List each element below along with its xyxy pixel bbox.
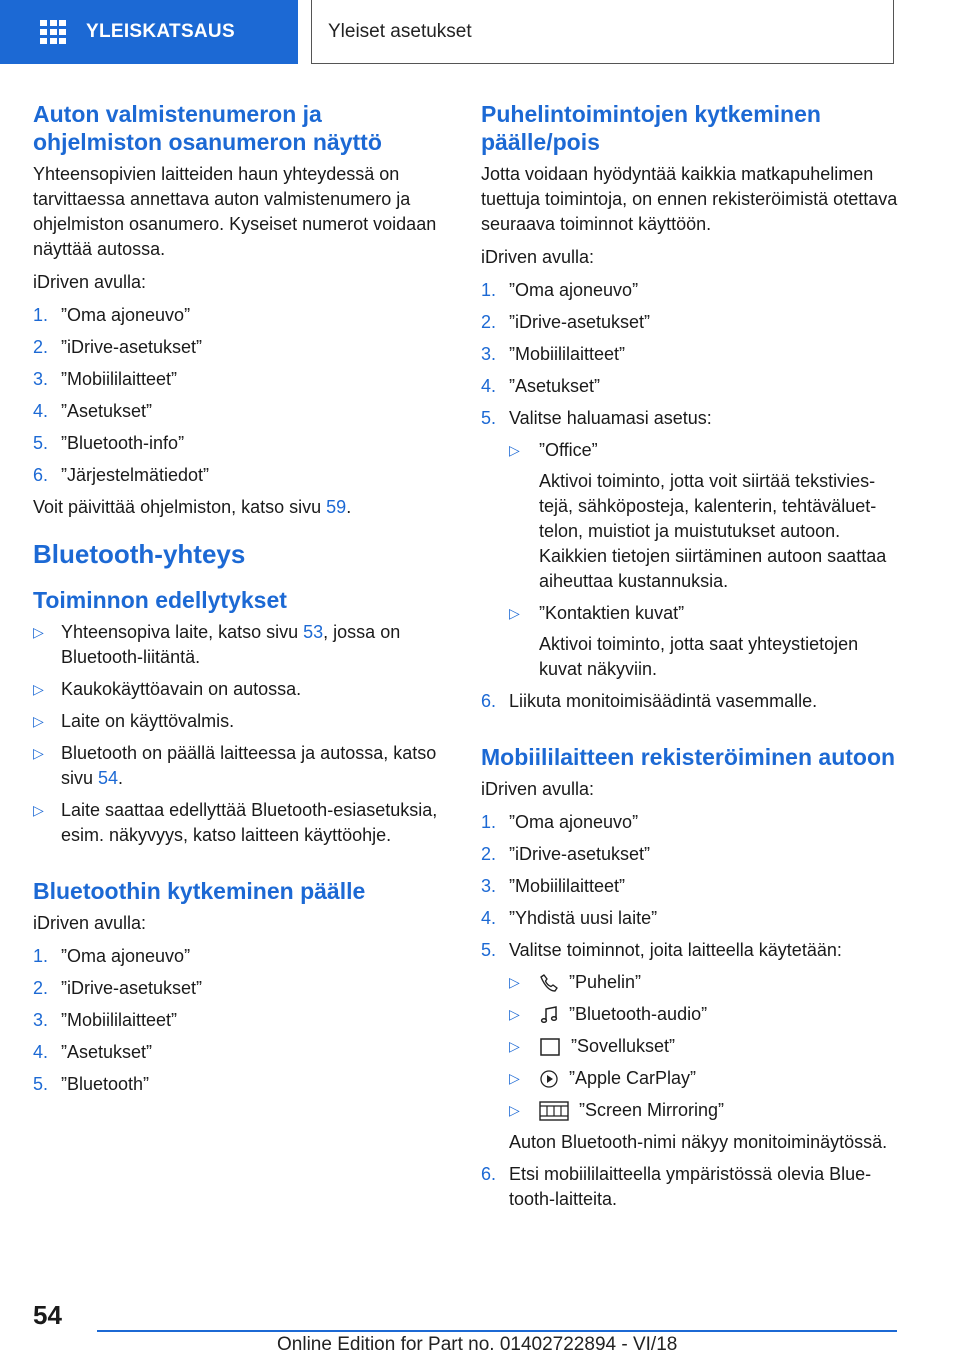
list-item: 1. ”Oma ajoneuvo”	[481, 812, 639, 832]
heading-phone-functions: Puhelintoimintojen kytkeminen päälle/pois	[481, 101, 821, 155]
list-item: 6. ”Järjestelmätiedot”	[33, 465, 210, 485]
apps-icon	[539, 1037, 561, 1057]
section-tab-label: YLEISKATSAUS	[86, 21, 235, 42]
subsection-tab-label: Yleiset asetukset	[328, 20, 472, 42]
update-note: Voit päivittää ohjelmiston, katso sivu 59.	[33, 497, 352, 517]
music-note-icon	[539, 1005, 559, 1025]
left-column	[33, 100, 443, 1104]
heading-bluetooth-on: Bluetoothin kytkeminen päälle	[33, 878, 366, 904]
list-item: 5. Valitse haluamasi asetus: ▷ ”Office” Aktivoi toiminto, jotta voit siirtää tekstiviestejä, sähköposteja, kalenterin, tehtäväluettelon, muistiot ja muistutukset autoon. Kaikkien tietojen siirtäminen autoon saattaa aiheuttaa kustannuksia. ▷ ”Kontaktien kuvat” Aktivoi toiminto, jotta saat yhteystietojen kuvat näkyviin.	[481, 406, 901, 682]
footer-edition: Online Edition for Part no. 01402722894 - VI/18	[277, 1334, 678, 1355]
function-apple-carplay: ▷ ”Apple CarPlay”	[509, 1068, 697, 1088]
right-column	[481, 100, 901, 1219]
play-icon	[539, 1069, 559, 1089]
phone-icon	[539, 973, 559, 993]
paragraph: Yhteensopivien laitteiden haun yhteydessä on tarvittaessa annettava auton valmistenumero ja ohjelmiston osanumero. Kyseiset numerot voidaan näyttää autossa.	[33, 164, 437, 259]
list-item: 5. Valitse toiminnot, joita laitteella käytetään: ▷ ”Puhelin” ▷ ”Bluetooth-audio” ▷ ”Sovellukset” ▷ ”Apple CarPlay” ▷ ”Screen Mirroring” Auton Bluetooth-nimi näkyy monitoiminäytössä.	[481, 938, 901, 1155]
list-item: 1. ”Oma ajoneuvo”	[33, 305, 191, 325]
page-link[interactable]: 59	[326, 497, 347, 517]
idrive-label: iDriven avulla:	[481, 247, 595, 267]
footer-divider	[97, 1330, 897, 1332]
list-item: 1. ”Oma ajoneuvo”	[481, 280, 639, 300]
idrive-label: iDriven avulla:	[33, 272, 147, 292]
list-item: 2. ”iDrive-asetukset”	[33, 978, 203, 998]
subsection-tab[interactable]	[311, 0, 894, 64]
list-item: 2. ”iDrive-asetukset”	[33, 337, 203, 357]
heading-requirements: Toiminnon edellytykset	[33, 587, 287, 613]
option-office: ▷ ”Office” Aktivoi toiminto, jotta voit siirtää tekstiviestejä, sähköposteja, kalenterin, tehtäväluettelon, muistiot ja muistutukset autoon. Kaikkien tietojen siirtäminen autoon saattaa aiheuttaa kustannuksia.	[509, 440, 887, 591]
list-item: ▷ Laite on käyttövalmis.	[33, 711, 235, 731]
list-item: 2. ”iDrive-asetukset”	[481, 312, 651, 332]
list-item: 2. ”iDrive-asetukset”	[481, 844, 651, 864]
function-screen-mirroring: ▷ ”Screen Mirroring”	[509, 1100, 725, 1120]
grid-icon	[40, 20, 66, 44]
page-link[interactable]: 53	[303, 622, 324, 642]
options-list	[509, 438, 901, 682]
list-item: 3. ”Mobiililaitteet”	[33, 1010, 178, 1030]
list-item: 4. ”Yhdistä uusi laite”	[481, 908, 658, 928]
page-link[interactable]: 54	[98, 768, 119, 788]
idrive-label: iDriven avulla:	[481, 779, 595, 799]
function-phone: ▷ ”Puhelin”	[509, 972, 642, 992]
list-item: ▷ Yhteensopiva laite, katso sivu 53, jossa on Bluetooth-liitäntä.	[33, 622, 401, 667]
list-item: 3. ”Mobiililaitteet”	[481, 876, 626, 896]
functions-list	[509, 970, 901, 1123]
page-number: 54	[33, 1300, 62, 1330]
page-header	[0, 0, 960, 66]
steps-list	[481, 810, 901, 1212]
section-tab[interactable]	[0, 0, 298, 64]
list-item: 5. ”Bluetooth-info”	[33, 433, 185, 453]
steps-list	[33, 303, 443, 488]
idrive-label: iDriven avulla:	[33, 913, 147, 933]
list-item: 6. Etsi mobiililaitteella ympäristössä olevia Bluetooth-laitteita.	[481, 1164, 872, 1209]
list-item: 4. ”Asetukset”	[33, 1042, 153, 1062]
requirements-list	[33, 620, 443, 848]
list-item: ▷ Bluetooth on päällä laitteessa ja autossa, katso sivu 54.	[33, 743, 437, 788]
steps-list	[481, 278, 901, 714]
heading-vin-display: Auton valmistenumeron ja ohjelmiston osanumeron näyttö	[33, 101, 382, 155]
list-item: 3. ”Mobiililaitteet”	[481, 344, 626, 364]
list-item: ▷ Laite saattaa edellyttää Bluetooth-esiasetuksia, esim. näkyvyys, katso laitteen käyttöohje.	[33, 800, 438, 845]
list-item: 3. ”Mobiililaitteet”	[33, 369, 178, 389]
list-item: ▷ Kaukokäyttöavain on autossa.	[33, 679, 302, 699]
paragraph: Jotta voidaan hyödyntää kaikkia matkapuhelimen tuettuja toimintoja, on ennen rekisteröimistä otettava seuraava toiminnot käyttöön.	[481, 164, 898, 234]
list-item: 5. ”Bluetooth”	[33, 1074, 150, 1094]
screen-mirroring-icon	[539, 1101, 569, 1121]
list-item: 4. ”Asetukset”	[481, 376, 601, 396]
heading-bluetooth-connection: Bluetooth-yhteys	[33, 539, 246, 569]
heading-register-device: Mobiililaitteen rekisteröiminen autoon	[481, 744, 896, 770]
bluetooth-name-note: Auton Bluetooth-nimi näkyy monitoiminäytössä.	[509, 1132, 888, 1152]
option-contact-photos: ▷ ”Kontaktien kuvat” Aktivoi toiminto, jotta saat yhteystietojen kuvat näkyviin.	[509, 603, 859, 679]
list-item: 6. Liikuta monitoimisäädintä vasemmalle.	[481, 691, 818, 711]
function-bluetooth-audio: ▷ ”Bluetooth-audio”	[509, 1004, 708, 1024]
list-item: 4. ”Asetukset”	[33, 401, 153, 421]
steps-list	[33, 944, 443, 1097]
function-apps: ▷ ”Sovellukset”	[509, 1036, 676, 1056]
list-item: 1. ”Oma ajoneuvo”	[33, 946, 191, 966]
